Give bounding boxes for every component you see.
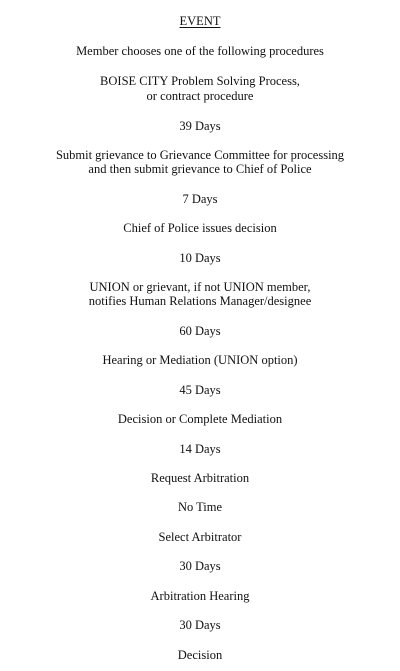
step-arbitration-hearing: Arbitration Hearing: [150, 589, 250, 603]
duration-39-days: 39 Days: [179, 119, 221, 133]
duration-7-days: 7 Days: [182, 192, 218, 206]
step-union-notifies-line2: notifies Human Relations Manager/designee: [88, 294, 312, 308]
step-decision-mediation: Decision or Complete Mediation: [117, 412, 283, 426]
document-title: EVENT: [179, 14, 221, 28]
duration-60-days: 60 Days: [179, 324, 221, 338]
step-boise-city-line1: BOISE CITY Problem Solving Process,: [100, 74, 300, 88]
step-request-arbitration: Request Arbitration: [150, 471, 250, 485]
step-member-chooses: Member chooses one of the following procedures: [76, 44, 324, 58]
step-select-arbitrator: Select Arbitrator: [158, 530, 242, 544]
duration-30-days-1: 30 Days: [179, 559, 221, 573]
step-submit-grievance-line2: and then submit grievance to Chief of Police: [88, 162, 312, 176]
step-final-decision: Decision: [177, 648, 223, 662]
step-hearing-mediation: Hearing or Mediation (UNION option): [102, 353, 298, 367]
duration-45-days: 45 Days: [179, 383, 221, 397]
duration-30-days-2: 30 Days: [179, 618, 221, 632]
step-submit-grievance-line1: Submit grievance to Grievance Committee for processing: [55, 148, 345, 162]
step-chief-decision: Chief of Police issues decision: [123, 221, 277, 235]
step-boise-city-line2: or contract procedure: [146, 89, 254, 103]
duration-10-days: 10 Days: [179, 251, 221, 265]
step-union-notifies-line1: UNION or grievant, if not UNION member,: [89, 280, 311, 294]
duration-14-days: 14 Days: [179, 442, 221, 456]
duration-no-time: No Time: [177, 500, 223, 514]
